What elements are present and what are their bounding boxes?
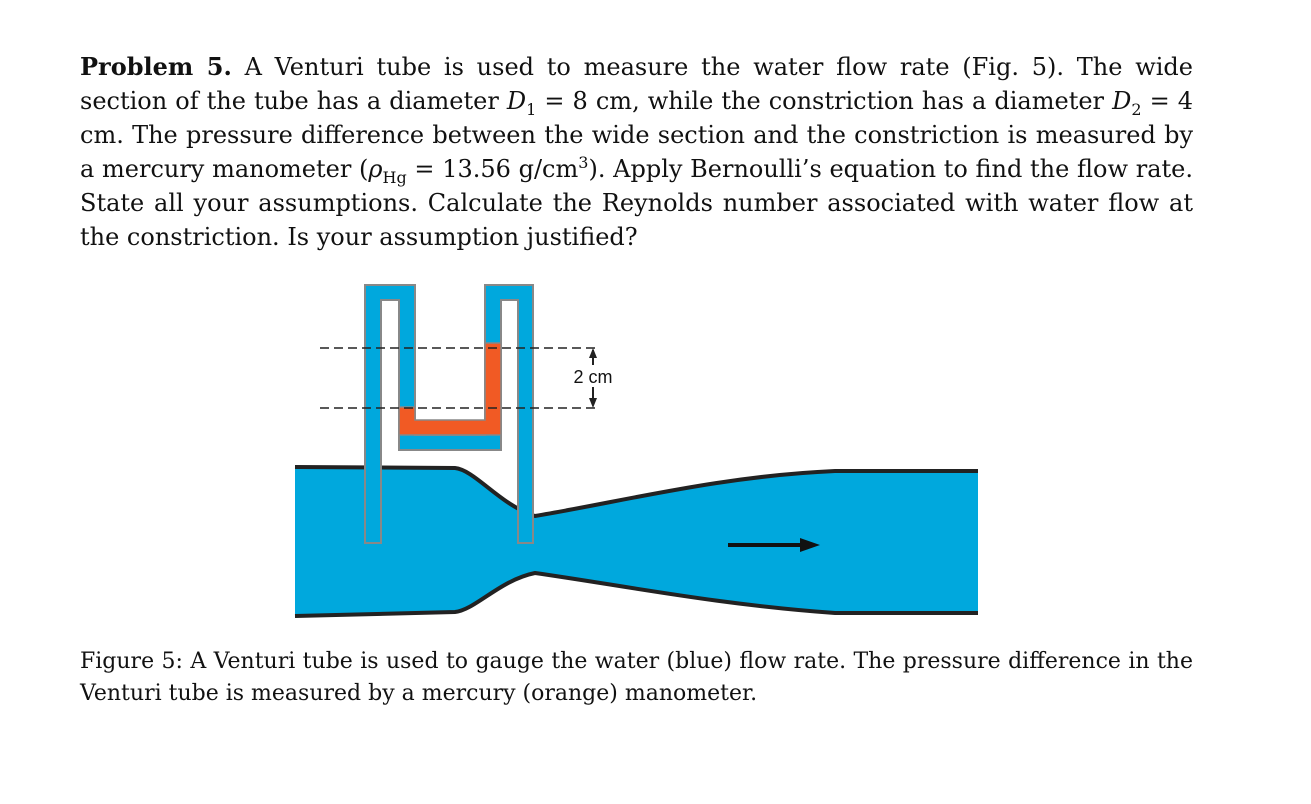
d1-value: = 8 cm, while the constriction has a diameter: [536, 87, 1113, 115]
rho-value: = 13.56 g/cm: [406, 155, 579, 183]
d2-value: = 4 cm. The pressure difference between the wide section and the constriction is measured by a mercury manometer (: [80, 87, 1194, 183]
d1-symbol: D: [506, 87, 527, 115]
rho-superscript: 3: [578, 153, 589, 172]
problem-text-intro: A Venturi tube is used to measure the water flow rate (Fig. 5). The wide section of the tube has a diameter: [80, 53, 1193, 115]
problem-statement: [80, 50, 1193, 254]
venturi-water-body: [295, 467, 978, 616]
height-difference-label: 2 cm: [573, 367, 613, 387]
dimension-arrow-down: [589, 398, 597, 408]
problem-label: Problem 5.: [80, 52, 232, 81]
d2-subscript: 2: [1131, 99, 1142, 119]
rho-symbol: ρ: [368, 155, 383, 183]
dimension-arrow-up: [589, 348, 597, 358]
d1-subscript: 1: [526, 99, 537, 119]
rho-subscript: Hg: [382, 167, 407, 187]
venturi-figure: [290, 280, 990, 620]
problem-text-outro: ). Apply Bernoulli’s equation to find the flow rate. State all your assumptions. Calculate the Reynolds number associated with water flow at the constriction. Is your assumption justified?: [80, 155, 1193, 251]
d2-symbol: D: [1112, 87, 1132, 115]
figure-caption: Figure 5: A Venturi tube is used to gauge the water (blue) flow rate. The pressure difference in the Venturi tube is measured by a mercury (orange) manometer.: [80, 649, 1193, 706]
